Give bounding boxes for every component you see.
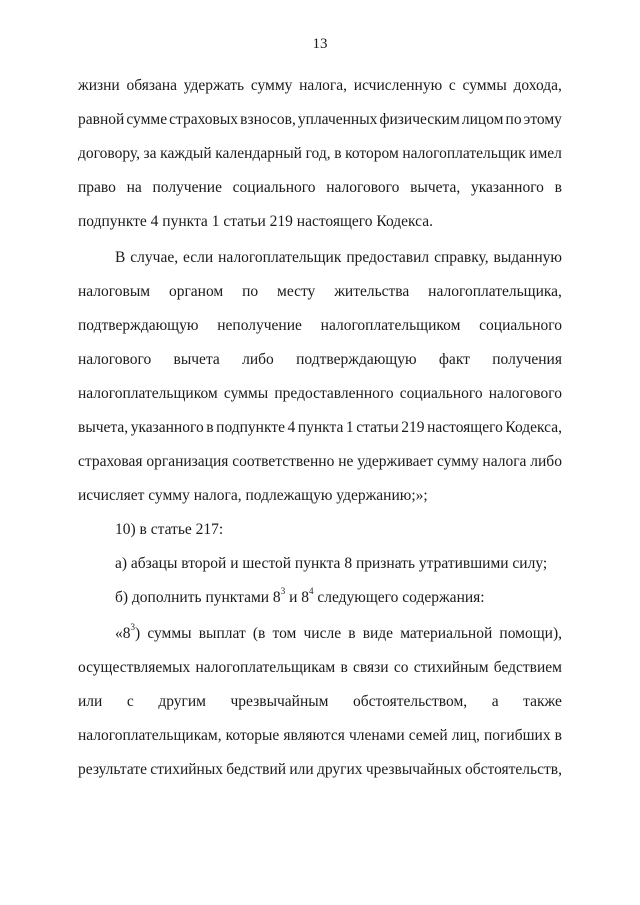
word: этому xyxy=(523,111,562,128)
word: налогового xyxy=(326,179,400,196)
word: налоговым xyxy=(78,283,151,300)
text-line xyxy=(78,726,562,746)
word: право xyxy=(78,179,116,196)
word: подтверждающую xyxy=(78,317,199,334)
word: с xyxy=(126,693,134,710)
word: результате xyxy=(78,761,147,778)
word: стихийных xyxy=(150,761,224,778)
word: уплаченных xyxy=(297,111,378,128)
word: сумме xyxy=(126,111,168,128)
word: физическим xyxy=(379,111,460,128)
word: взносов, xyxy=(240,111,296,128)
word: в xyxy=(206,419,214,436)
word: связи xyxy=(353,659,389,676)
word: подтверждающую xyxy=(296,351,417,368)
word: суммы xyxy=(462,77,507,94)
text-line xyxy=(115,585,562,608)
word: бедствий xyxy=(226,761,287,778)
word: календарный xyxy=(215,145,302,162)
word: равной xyxy=(78,111,125,128)
word: лицом xyxy=(461,111,504,128)
word: организация xyxy=(146,453,229,470)
text-line xyxy=(78,418,562,438)
word: либо xyxy=(530,453,562,470)
word: в xyxy=(340,659,348,676)
text-line xyxy=(78,692,562,712)
text-line: а) абзацы второй и шестой пункта 8 признать утратившими силу; xyxy=(115,555,548,572)
word: семей xyxy=(408,727,448,744)
word: помощи), xyxy=(499,625,562,642)
word: чрезвычайным xyxy=(230,693,329,710)
word: налогового xyxy=(488,385,562,402)
word: или xyxy=(78,693,103,710)
word: в xyxy=(348,625,356,642)
word: дохода, xyxy=(513,77,562,94)
word: вычета, xyxy=(78,419,129,436)
word: налогоплательщик xyxy=(218,249,342,266)
word: 1 xyxy=(345,419,354,436)
word: налогоплательщикам xyxy=(195,659,336,676)
text-line xyxy=(78,178,562,198)
word: на xyxy=(126,179,142,196)
text-line xyxy=(78,350,562,370)
word: вычета, xyxy=(410,179,461,196)
word: не xyxy=(338,453,354,470)
word: а xyxy=(491,693,499,710)
word: 4 xyxy=(287,419,296,436)
word: получения xyxy=(492,351,562,368)
word: обстоятельством, xyxy=(353,693,468,710)
text-line: подпункте 4 пункта 1 статьи 219 настоящего Кодекса. xyxy=(78,213,433,230)
word: бедствием xyxy=(493,659,562,676)
word: выплат xyxy=(198,625,246,642)
word: органом xyxy=(168,283,224,300)
text-line xyxy=(115,621,562,644)
word: социального xyxy=(399,385,483,402)
word: исчисленную xyxy=(353,77,443,94)
word: каждый xyxy=(160,145,212,162)
word: налогоплательщика, xyxy=(428,283,562,300)
word: В xyxy=(115,249,126,266)
text-line xyxy=(78,760,562,780)
word: в xyxy=(334,145,342,162)
word: в xyxy=(554,727,562,744)
word: чрезвычайных xyxy=(365,761,462,778)
word: указанного xyxy=(470,179,544,196)
word: налогоплательщик xyxy=(402,145,526,162)
word: Кодекса, xyxy=(505,419,562,436)
word: членами xyxy=(348,727,405,744)
word: факт xyxy=(438,351,470,368)
word: обязана xyxy=(126,77,178,94)
word: другим xyxy=(158,693,206,710)
word: месту xyxy=(277,283,316,300)
text-line xyxy=(78,282,562,302)
word: социального xyxy=(232,179,316,196)
word: указанного xyxy=(130,419,204,436)
text-line: 10) в статье 217: xyxy=(115,521,224,538)
word: материальной xyxy=(400,625,493,642)
word: жительства xyxy=(334,283,410,300)
word: случае, xyxy=(130,249,179,266)
word: настоящего xyxy=(427,419,503,436)
word: удержать xyxy=(183,77,245,94)
word: в xyxy=(554,179,562,196)
word: страховых xyxy=(169,111,239,128)
word: которые xyxy=(225,727,280,744)
word: вычета xyxy=(173,351,220,368)
word: налогоплательщиком xyxy=(320,317,461,334)
text-fragment: б) дополнить пунктами 8 xyxy=(115,589,281,606)
word: сумму xyxy=(250,77,293,94)
word: налога xyxy=(482,453,527,470)
word: предоставленного xyxy=(274,385,394,402)
word: налогоплательщиком xyxy=(78,385,218,402)
word: налогового xyxy=(78,351,152,368)
word: социального xyxy=(479,317,562,334)
word: договору, xyxy=(78,145,140,162)
word: налогоплательщикам, xyxy=(78,727,222,744)
word: являются xyxy=(283,727,345,744)
word: удерживает xyxy=(357,453,434,470)
word: обстоятельств, xyxy=(464,761,562,778)
word: 219 xyxy=(401,419,425,436)
text-line xyxy=(78,76,562,96)
word: других xyxy=(316,761,363,778)
word: за xyxy=(143,145,157,162)
word: по xyxy=(505,111,522,128)
word: «$8^3$) xyxy=(115,621,141,642)
text-line xyxy=(78,658,562,678)
word: суммы xyxy=(223,385,269,402)
word: (в xyxy=(252,625,266,642)
word: суммы xyxy=(147,625,192,642)
text-line xyxy=(78,384,562,404)
word: также xyxy=(523,693,562,710)
word: или xyxy=(289,761,314,778)
word: либо xyxy=(242,351,274,368)
word: год, xyxy=(305,145,331,162)
word: пункта xyxy=(297,419,344,436)
word: погибших xyxy=(484,727,551,744)
text-fragment: следующего содержания: xyxy=(313,589,485,606)
word: жизни xyxy=(78,77,120,94)
text-line xyxy=(78,316,562,336)
word: неполучение xyxy=(217,317,302,334)
word: виде xyxy=(362,625,394,642)
word: лиц, xyxy=(451,727,480,744)
word: с xyxy=(448,77,456,94)
text-fragment: 3 xyxy=(280,585,286,596)
word: котором xyxy=(345,145,399,162)
word: стихийным xyxy=(413,659,489,676)
word: соответственно xyxy=(232,453,335,470)
word: со xyxy=(393,659,409,676)
word: получение xyxy=(152,179,222,196)
word: числе xyxy=(303,625,342,642)
word: имел xyxy=(529,145,562,162)
word: если xyxy=(183,249,214,266)
word: сумму xyxy=(436,453,479,470)
word: том xyxy=(272,625,297,642)
word: выданную xyxy=(493,249,562,266)
text-line xyxy=(78,110,562,130)
page-number: 13 xyxy=(312,36,328,52)
text-fragment: 4 xyxy=(308,585,314,596)
text-line xyxy=(78,144,562,164)
text-line xyxy=(78,452,562,472)
text-line xyxy=(115,248,562,268)
text-fragment: и 8 xyxy=(285,589,309,606)
text-line: исчисляет сумму налога, подлежащую удержанию;»; xyxy=(78,487,428,504)
word: подпункте xyxy=(216,419,285,436)
word: налога, xyxy=(299,77,348,94)
word: страховая xyxy=(78,453,143,470)
word: предоставил xyxy=(346,249,430,266)
word: осуществляемых xyxy=(78,659,191,676)
word: по xyxy=(242,283,259,300)
word: статьи xyxy=(356,419,399,436)
word: справку, xyxy=(434,249,489,266)
